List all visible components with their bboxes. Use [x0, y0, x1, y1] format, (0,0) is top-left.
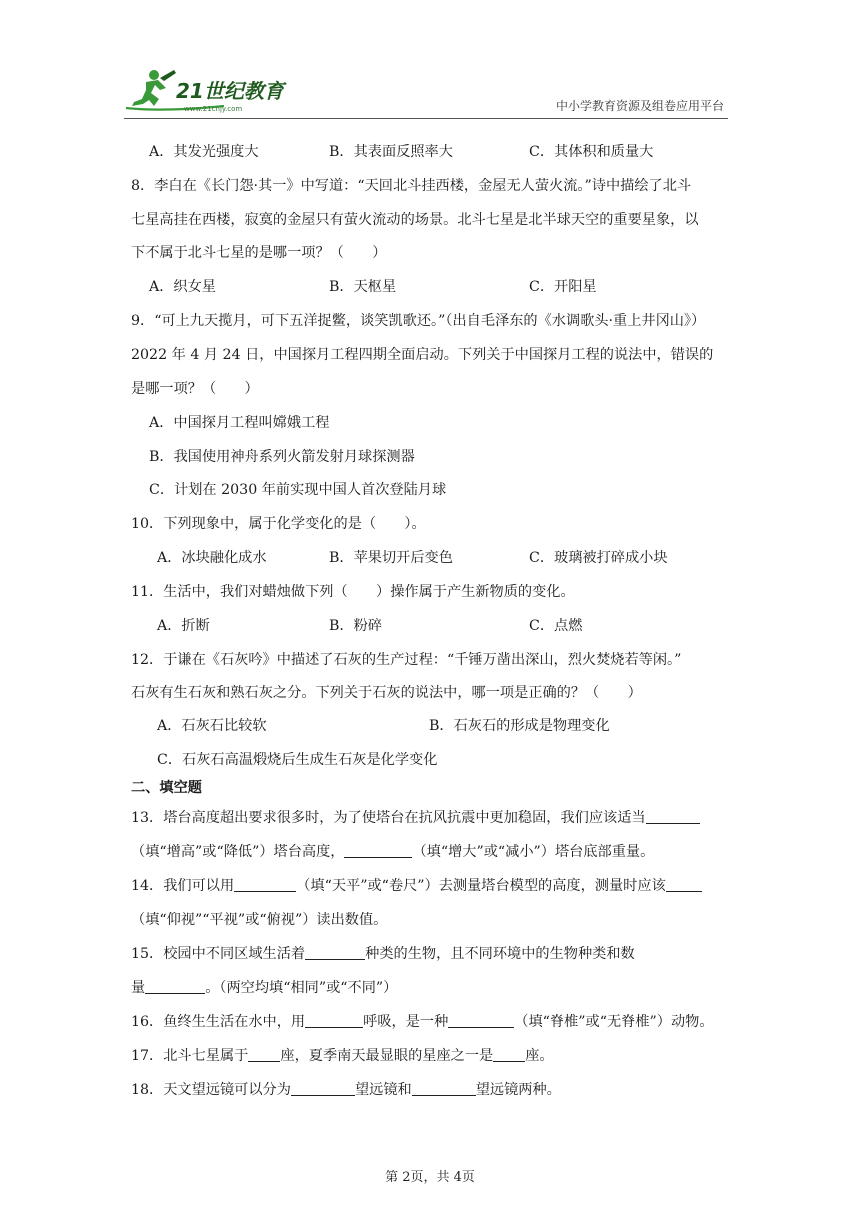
- q12-stem-line1: 12．于谦在《石灰吟》中描述了石灰的生产过程：“千锤万凿出深山，烈火焚烧若等闲。”: [131, 652, 682, 668]
- q13-blank-2[interactable]: [344, 843, 412, 858]
- q17-line: [131, 1046, 554, 1066]
- q9-stem-line2: 2022 年 4 月 24 日，中国探月工程四期全面启动。下列关于中国探月工程的说法中，错误的: [131, 347, 714, 363]
- q16-line: [131, 1012, 714, 1032]
- q13-text-c: （填“增大”或“减小”）塔台底部重量。: [412, 844, 655, 860]
- q15-blank-1[interactable]: [305, 945, 365, 960]
- q18-blank-1[interactable]: [291, 1081, 355, 1096]
- q10-option-b: B．苹果切开后变色: [329, 550, 453, 566]
- q16-blank-1[interactable]: [305, 1013, 363, 1028]
- q17-text-b: 座，夏季南天最显眼的星座之一是: [280, 1048, 494, 1064]
- q13-line2: [131, 842, 654, 862]
- q9-stem-line1: 9．“可上九天揽月，可下五洋捉鳖，谈笑凯歌还。”（出自毛泽东的《水调歌头·重上井冈山》）: [131, 313, 706, 329]
- q11-option-a: A．折断: [157, 618, 210, 634]
- q10-option-a: A．冰块融化成水: [157, 550, 267, 566]
- q13-blank-1[interactable]: [646, 809, 700, 824]
- q7-option-a: A．其发光强度大: [149, 144, 259, 160]
- q8-option-c: C．开阳星: [529, 279, 597, 295]
- q7-option-c: C．其体积和质量大: [529, 144, 654, 160]
- logo: [124, 66, 294, 116]
- q8-option-b: B．天枢星: [329, 279, 397, 295]
- q16-text-c: （填“脊椎”或“无脊椎”）动物。: [514, 1014, 714, 1030]
- q11-stem: 11．生活中，我们对蜡烛做下列（ ）操作属于产生新物质的变化。: [131, 584, 575, 600]
- q11-option-c: C．点燃: [529, 618, 583, 634]
- q14-blank-2[interactable]: [666, 877, 702, 892]
- q15-line2: [131, 978, 397, 998]
- q17-text-a: 17．北斗七星属于: [131, 1048, 249, 1064]
- svg-text:21世纪教育: 21世纪教育: [176, 79, 284, 103]
- q14-text-b: （填“天平”或“卷尺”）去测量塔台模型的高度，测量时应该: [296, 878, 666, 894]
- q14-text-c: （填“仰视”“平视”或“俯视”）读出数值。: [131, 912, 388, 928]
- q13-text-a: 13．塔台高度超出要求很多时，为了使塔台在抗风抗震中更加稳固，我们应该适当: [131, 810, 646, 826]
- q10-option-c: C．玻璃被打碎成小块: [529, 550, 668, 566]
- q9-option-b: B．我国使用神舟系列火箭发射月球探测器: [149, 449, 415, 465]
- q15-text-c: 量: [131, 980, 146, 996]
- q12-option-b: B．石灰石的形成是物理变化: [429, 718, 610, 734]
- q7-option-b: B．其表面反照率大: [329, 144, 453, 160]
- q16-blank-2[interactable]: [448, 1013, 514, 1028]
- q16-text-b: 呼吸，是一种: [363, 1014, 449, 1030]
- q17-blank-1[interactable]: [248, 1047, 280, 1062]
- q13-text-b: （填“增高”或“降低”）塔台高度，: [131, 844, 345, 860]
- page-header: [0, 0, 860, 122]
- q15-text-b: 种类的生物，且不同环境中的生物种类和数: [365, 946, 635, 962]
- q17-text-c: 座。: [525, 1048, 554, 1064]
- q15-blank-2[interactable]: [145, 979, 205, 994]
- q9-option-a: A．中国探月工程叫嫦娥工程: [149, 415, 330, 431]
- q15-text-d: 。（两空均填“相同”或“不同”）: [205, 980, 398, 996]
- q18-line: [131, 1080, 561, 1100]
- q15-text-a: 15．校园中不同区域生活着: [131, 946, 306, 962]
- q8-option-a: A．织女星: [149, 279, 216, 295]
- q17-blank-2[interactable]: [493, 1047, 525, 1062]
- q18-blank-2[interactable]: [412, 1081, 476, 1096]
- q9-option-c: C．计划在 2030 年前实现中国人首次登陆月球: [149, 482, 447, 498]
- q10-stem: 10．下列现象中，属于化学变化的是（ ）。: [131, 516, 426, 532]
- q9-stem-line3: 是哪一项？（ ）: [131, 381, 259, 397]
- q11-option-b: B．粉碎: [329, 618, 382, 634]
- logo-runner-icon: [124, 66, 294, 116]
- header-divider: [124, 118, 728, 119]
- section-title-fill-blank: 二、填空题: [131, 780, 202, 796]
- q8-stem-line2: 七星高挂在西楼，寂寞的金屋只有萤火流动的场景。北斗七星是北半球天空的重要星象，以: [131, 212, 699, 228]
- q12-stem-line2: 石灰有生石灰和熟石灰之分。下列关于石灰的说法中，哪一项是正确的？（ ）: [131, 685, 642, 701]
- page-footer: 第 2页，共 4页: [385, 1170, 475, 1185]
- q18-text-b: 望远镜和: [354, 1082, 412, 1098]
- q14-blank-1[interactable]: [234, 877, 296, 892]
- q15-line1: [131, 944, 635, 964]
- svg-text:www.21cnjy.com: www.21cnjy.com: [184, 105, 243, 113]
- q12-option-c: C．石灰石高温煅烧后生成生石灰是化学变化: [157, 752, 438, 768]
- q8-stem-line1: 8．李白在《长门怨·其一》中写道：“天回北斗挂西楼，金屋无人萤火流。”诗中描绘了北斗: [131, 178, 692, 194]
- q13-line1: [131, 808, 700, 828]
- q14-line2: [131, 910, 387, 930]
- q18-text-c: 望远镜两种。: [475, 1082, 561, 1098]
- q18-text-a: 18．天文望远镜可以分为: [131, 1082, 291, 1098]
- q12-option-a: A．石灰石比较软: [157, 718, 267, 734]
- q14-line1: [131, 876, 702, 896]
- q8-stem-line3: 下不属于北斗七星的是哪一项？（ ）: [131, 245, 387, 261]
- q16-text-a: 16．鱼终生生活在水中，用: [131, 1014, 306, 1030]
- q14-text-a: 14．我们可以用: [131, 878, 235, 894]
- platform-name: 中小学教育资源及组卷应用平台: [555, 99, 724, 113]
